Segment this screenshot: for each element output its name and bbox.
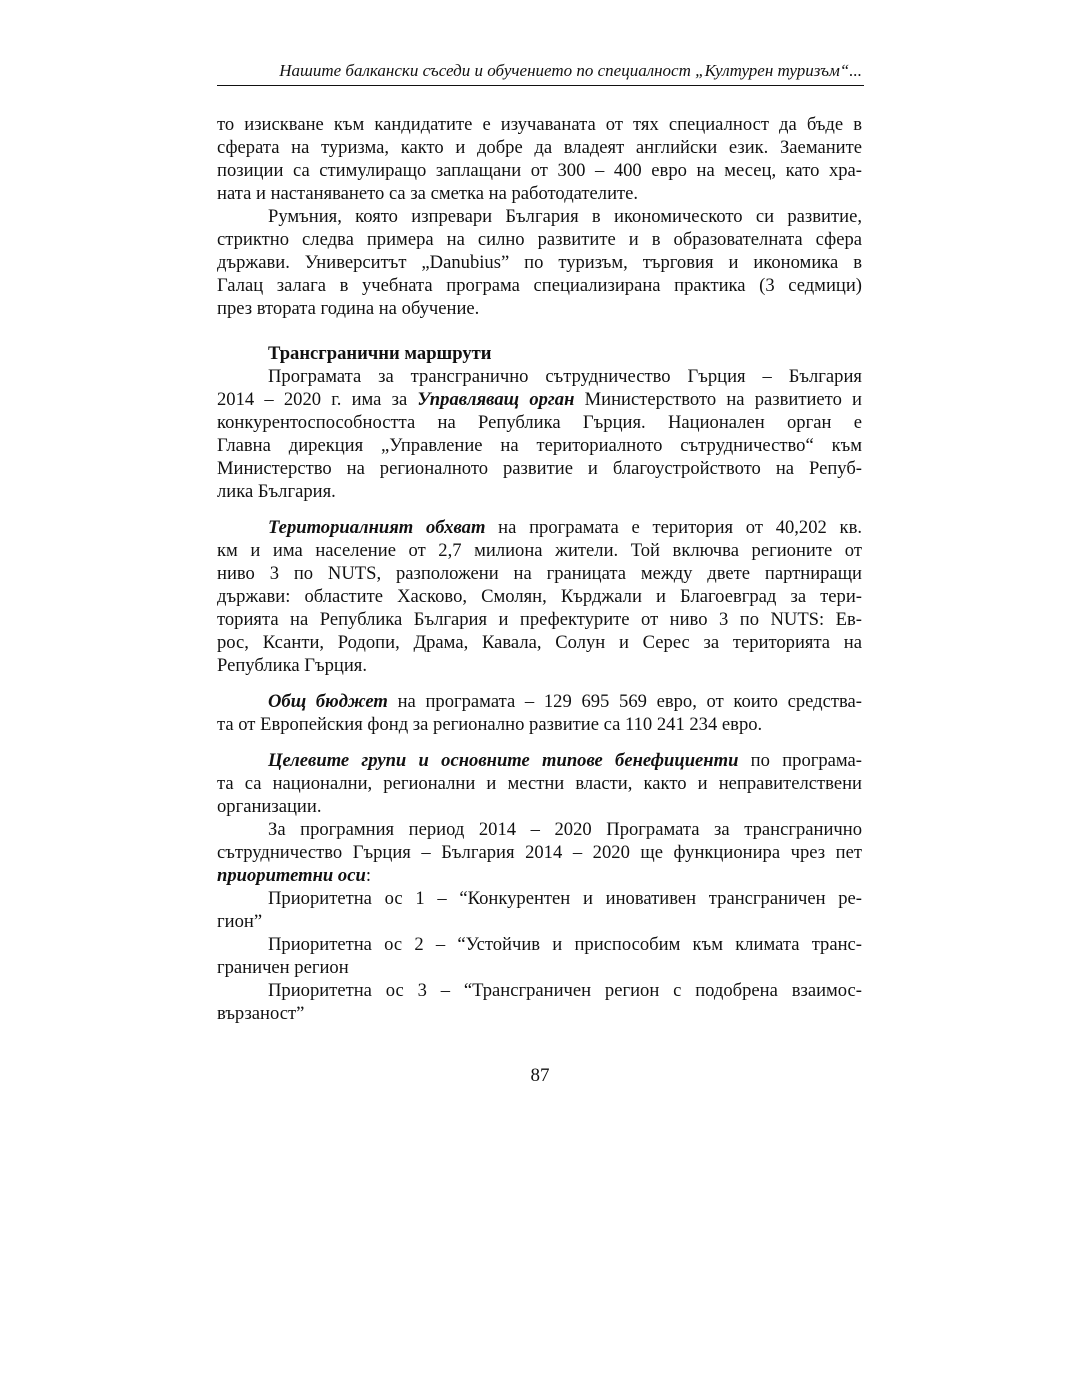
text-line xyxy=(217,365,862,388)
emphasis-text: Управляващ орган xyxy=(417,389,575,410)
text-span: Програмата за трансгранично сътрудничество Гърция – България xyxy=(268,366,862,387)
emphasis-text: приоритетни оси xyxy=(217,865,366,886)
text-line xyxy=(217,713,862,736)
text-span: държави: областите Хасково, Смолян, Кърджали и Благоевград за тери- xyxy=(217,586,862,607)
emphasis-text: Целевите групи и основните типове бенефициенти xyxy=(268,750,739,771)
text-span: то изискване към кандидатите е изучаваната от тях специалност да бъде в xyxy=(217,114,862,135)
text-span: гион” xyxy=(217,911,263,932)
text-line xyxy=(217,1002,862,1025)
text-span: км и има население от 2,7 милиона жители. Той включва регионите от xyxy=(217,540,862,561)
text-span: конкурентоспособността на Република Гърция. Национален орган е xyxy=(217,412,862,433)
paragraph xyxy=(217,205,862,320)
text-span: Галац залага в учебната програма специализирана практика (3 седмици) xyxy=(217,275,862,296)
paragraph xyxy=(217,818,862,887)
text-line xyxy=(217,979,862,1002)
text-line xyxy=(217,274,862,297)
text-line xyxy=(217,182,862,205)
text-span: Приоритетна ос 3 – “Трансграничен регион с подобрена взаимос- xyxy=(268,980,862,1001)
text-span: лика България. xyxy=(217,481,336,502)
paragraph xyxy=(217,690,862,736)
paragraph xyxy=(217,979,862,1025)
page-body xyxy=(217,113,862,1025)
text-line xyxy=(217,864,862,887)
text-line xyxy=(217,136,862,159)
text-line xyxy=(217,113,862,136)
text-span: Министерството на развитието и xyxy=(574,389,862,410)
text-line xyxy=(217,205,862,228)
text-line xyxy=(217,434,862,457)
text-span: през втората година на обучение. xyxy=(217,298,480,319)
text-line xyxy=(217,841,862,864)
section-heading xyxy=(217,342,862,365)
text-span: вързаност” xyxy=(217,1003,305,1024)
paragraph xyxy=(217,113,862,205)
emphasis-text: Трансгранични маршрути xyxy=(268,343,492,364)
text-line xyxy=(217,772,862,795)
text-line xyxy=(217,228,862,251)
text-line xyxy=(217,342,862,365)
text-span: по програма- xyxy=(738,750,862,771)
paragraph xyxy=(217,516,862,677)
text-line xyxy=(217,631,862,654)
text-span: рос, Ксанти, Родопи, Драма, Кавала, Солун и Серес за територията на xyxy=(217,632,862,653)
text-line xyxy=(217,562,862,585)
text-span: Министерство на регионалното развитие и благоустройството на Репуб- xyxy=(217,458,862,479)
text-span: на програмата е територия от 40,202 кв. xyxy=(485,517,862,538)
text-span: ната и настаняването са за сметка на работодателите. xyxy=(217,183,639,204)
text-line xyxy=(217,539,862,562)
text-span: Приоритетна ос 1 – “Конкурентен и иновативен трансграничен ре- xyxy=(268,888,862,909)
text-line xyxy=(217,654,862,677)
text-span: граничен регион xyxy=(217,957,349,978)
running-header: Нашите балкански съседи и обучението по специалност „Културен туризъм“... xyxy=(279,61,862,80)
text-span: сферата на туризма, както и добре да владеят английски език. Заеманите xyxy=(217,137,862,158)
text-line xyxy=(217,457,862,480)
page-number: 87 xyxy=(530,1065,550,1086)
emphasis-text: Общ бюджет xyxy=(268,691,388,712)
text-line xyxy=(217,795,862,818)
text-span: държави. Университът „Danubius” по туризъм, търговия и икономика в xyxy=(217,252,862,273)
text-line xyxy=(217,887,862,910)
text-span: на програмата – 129 695 569 евро, от които средства- xyxy=(387,691,862,712)
text-line xyxy=(217,818,862,841)
paragraph xyxy=(217,365,862,503)
text-span: Приоритетна ос 2 – “Устойчив и приспособим към климата транс- xyxy=(268,934,862,955)
text-line xyxy=(217,690,862,713)
text-span: : xyxy=(365,865,371,886)
text-span: та от Европейския фонд за регионално развитие са 110 241 234 евро. xyxy=(217,714,763,735)
text-line xyxy=(217,297,862,320)
text-line xyxy=(217,608,862,631)
text-span: За програмния период 2014 – 2020 Програмата за трансгранично xyxy=(268,819,862,840)
text-line xyxy=(217,159,862,182)
text-span: ниво 3 по NUTS, разположени на границата между двете партниращи xyxy=(217,563,862,584)
text-span: сътрудничество Гърция – България 2014 – 2020 ще функционира чрез пет xyxy=(217,842,862,863)
text-line xyxy=(217,411,862,434)
text-line xyxy=(217,251,862,274)
text-span: Главна дирекция „Управление на териториалното сътрудничество“ към xyxy=(217,435,862,456)
text-line xyxy=(217,910,862,933)
text-line xyxy=(217,585,862,608)
text-line xyxy=(217,480,862,503)
text-line xyxy=(217,956,862,979)
text-span: 2014 – 2020 г. има за xyxy=(217,389,418,410)
paragraph xyxy=(217,933,862,979)
paragraph xyxy=(217,749,862,818)
text-span: торията на Република България и префектурите от ниво 3 по NUTS: Ев- xyxy=(217,609,862,630)
header-rule xyxy=(217,85,864,86)
text-span: позиции са стимулиращо заплащани от 300 – 400 евро на месец, като хра- xyxy=(217,160,862,181)
text-span: стриктно следва примера на силно развитите и в образователната сфера xyxy=(217,229,862,250)
text-line xyxy=(217,388,862,411)
paragraph xyxy=(217,887,862,933)
text-span: Република Гърция. xyxy=(217,655,367,676)
emphasis-text: Териториалният обхват xyxy=(268,517,486,538)
text-line xyxy=(217,516,862,539)
text-span: та са национални, регионални и местни власти, както и неправителствени xyxy=(217,773,862,794)
text-span: организации. xyxy=(217,796,322,817)
text-span: Румъния, която изпревари България в икономическото си развитие, xyxy=(268,206,862,227)
text-line xyxy=(217,933,862,956)
text-line xyxy=(217,749,862,772)
